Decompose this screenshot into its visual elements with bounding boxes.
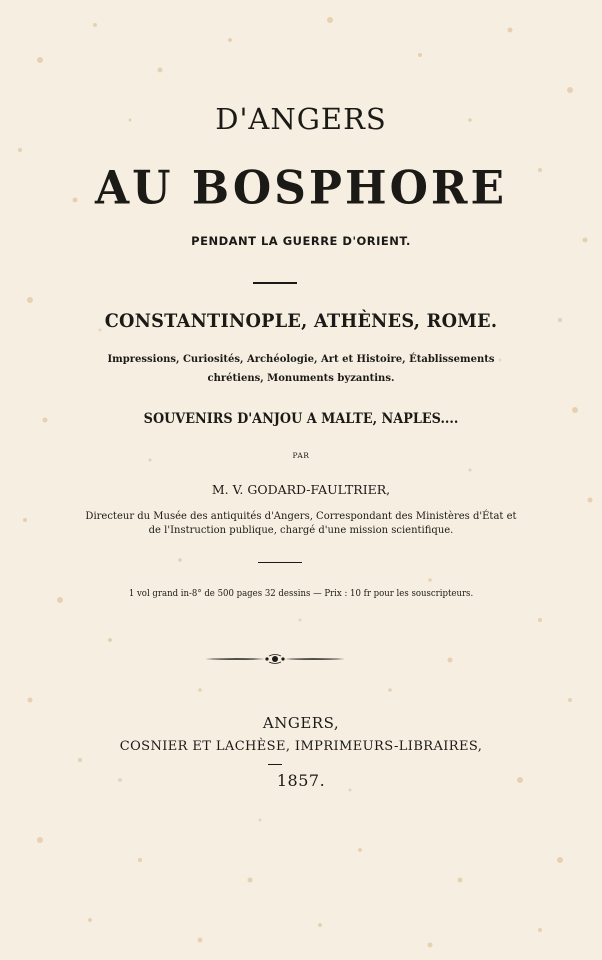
author-role-line-2: de l'Instruction publique, chargé d'une mission scientifique. — [148, 525, 454, 536]
divider-rule — [253, 282, 297, 284]
imprint-publisher: COSNIER ET LACHÈSE, IMPRIMEURS-LIBRAIRES, — [119, 739, 483, 754]
title-line-from: D'ANGERS — [215, 102, 387, 136]
imprint-year: 1857. — [276, 771, 326, 790]
divider-rule — [268, 764, 282, 765]
author-name: M. V. GODARD-FAULTRIER, — [211, 482, 391, 497]
topics-line-2: chrétiens, Monuments byzantins. — [207, 373, 395, 384]
imprint-city: ANGERS, — [262, 714, 340, 732]
cities-heading: CONSTANTINOPLE, ATHÈNES, ROME. — [104, 310, 498, 332]
ornamental-rule-icon — [203, 650, 347, 668]
par-label: PAR — [292, 451, 310, 460]
main-title: AU BOSPHORE — [94, 161, 508, 216]
topics-line-1: Impressions, Curiosités, Archéologie, Art et Histoire, Établissements — [107, 354, 495, 365]
author-role-line-1: Directeur du Musée des antiquités d'Angers, Correspondant des Ministères d'État et — [85, 511, 517, 522]
subscription-note: 1 vol grand in-8° de 500 pages 32 dessins — Prix : 10 fr pour les souscripteurs. — [128, 588, 474, 599]
souvenirs-heading: SOUVENIRS D'ANJOU A MALTE, NAPLES.... — [143, 411, 459, 427]
divider-rule — [258, 562, 302, 563]
subtitle-during: PENDANT LA GUERRE D'ORIENT. — [191, 234, 411, 248]
